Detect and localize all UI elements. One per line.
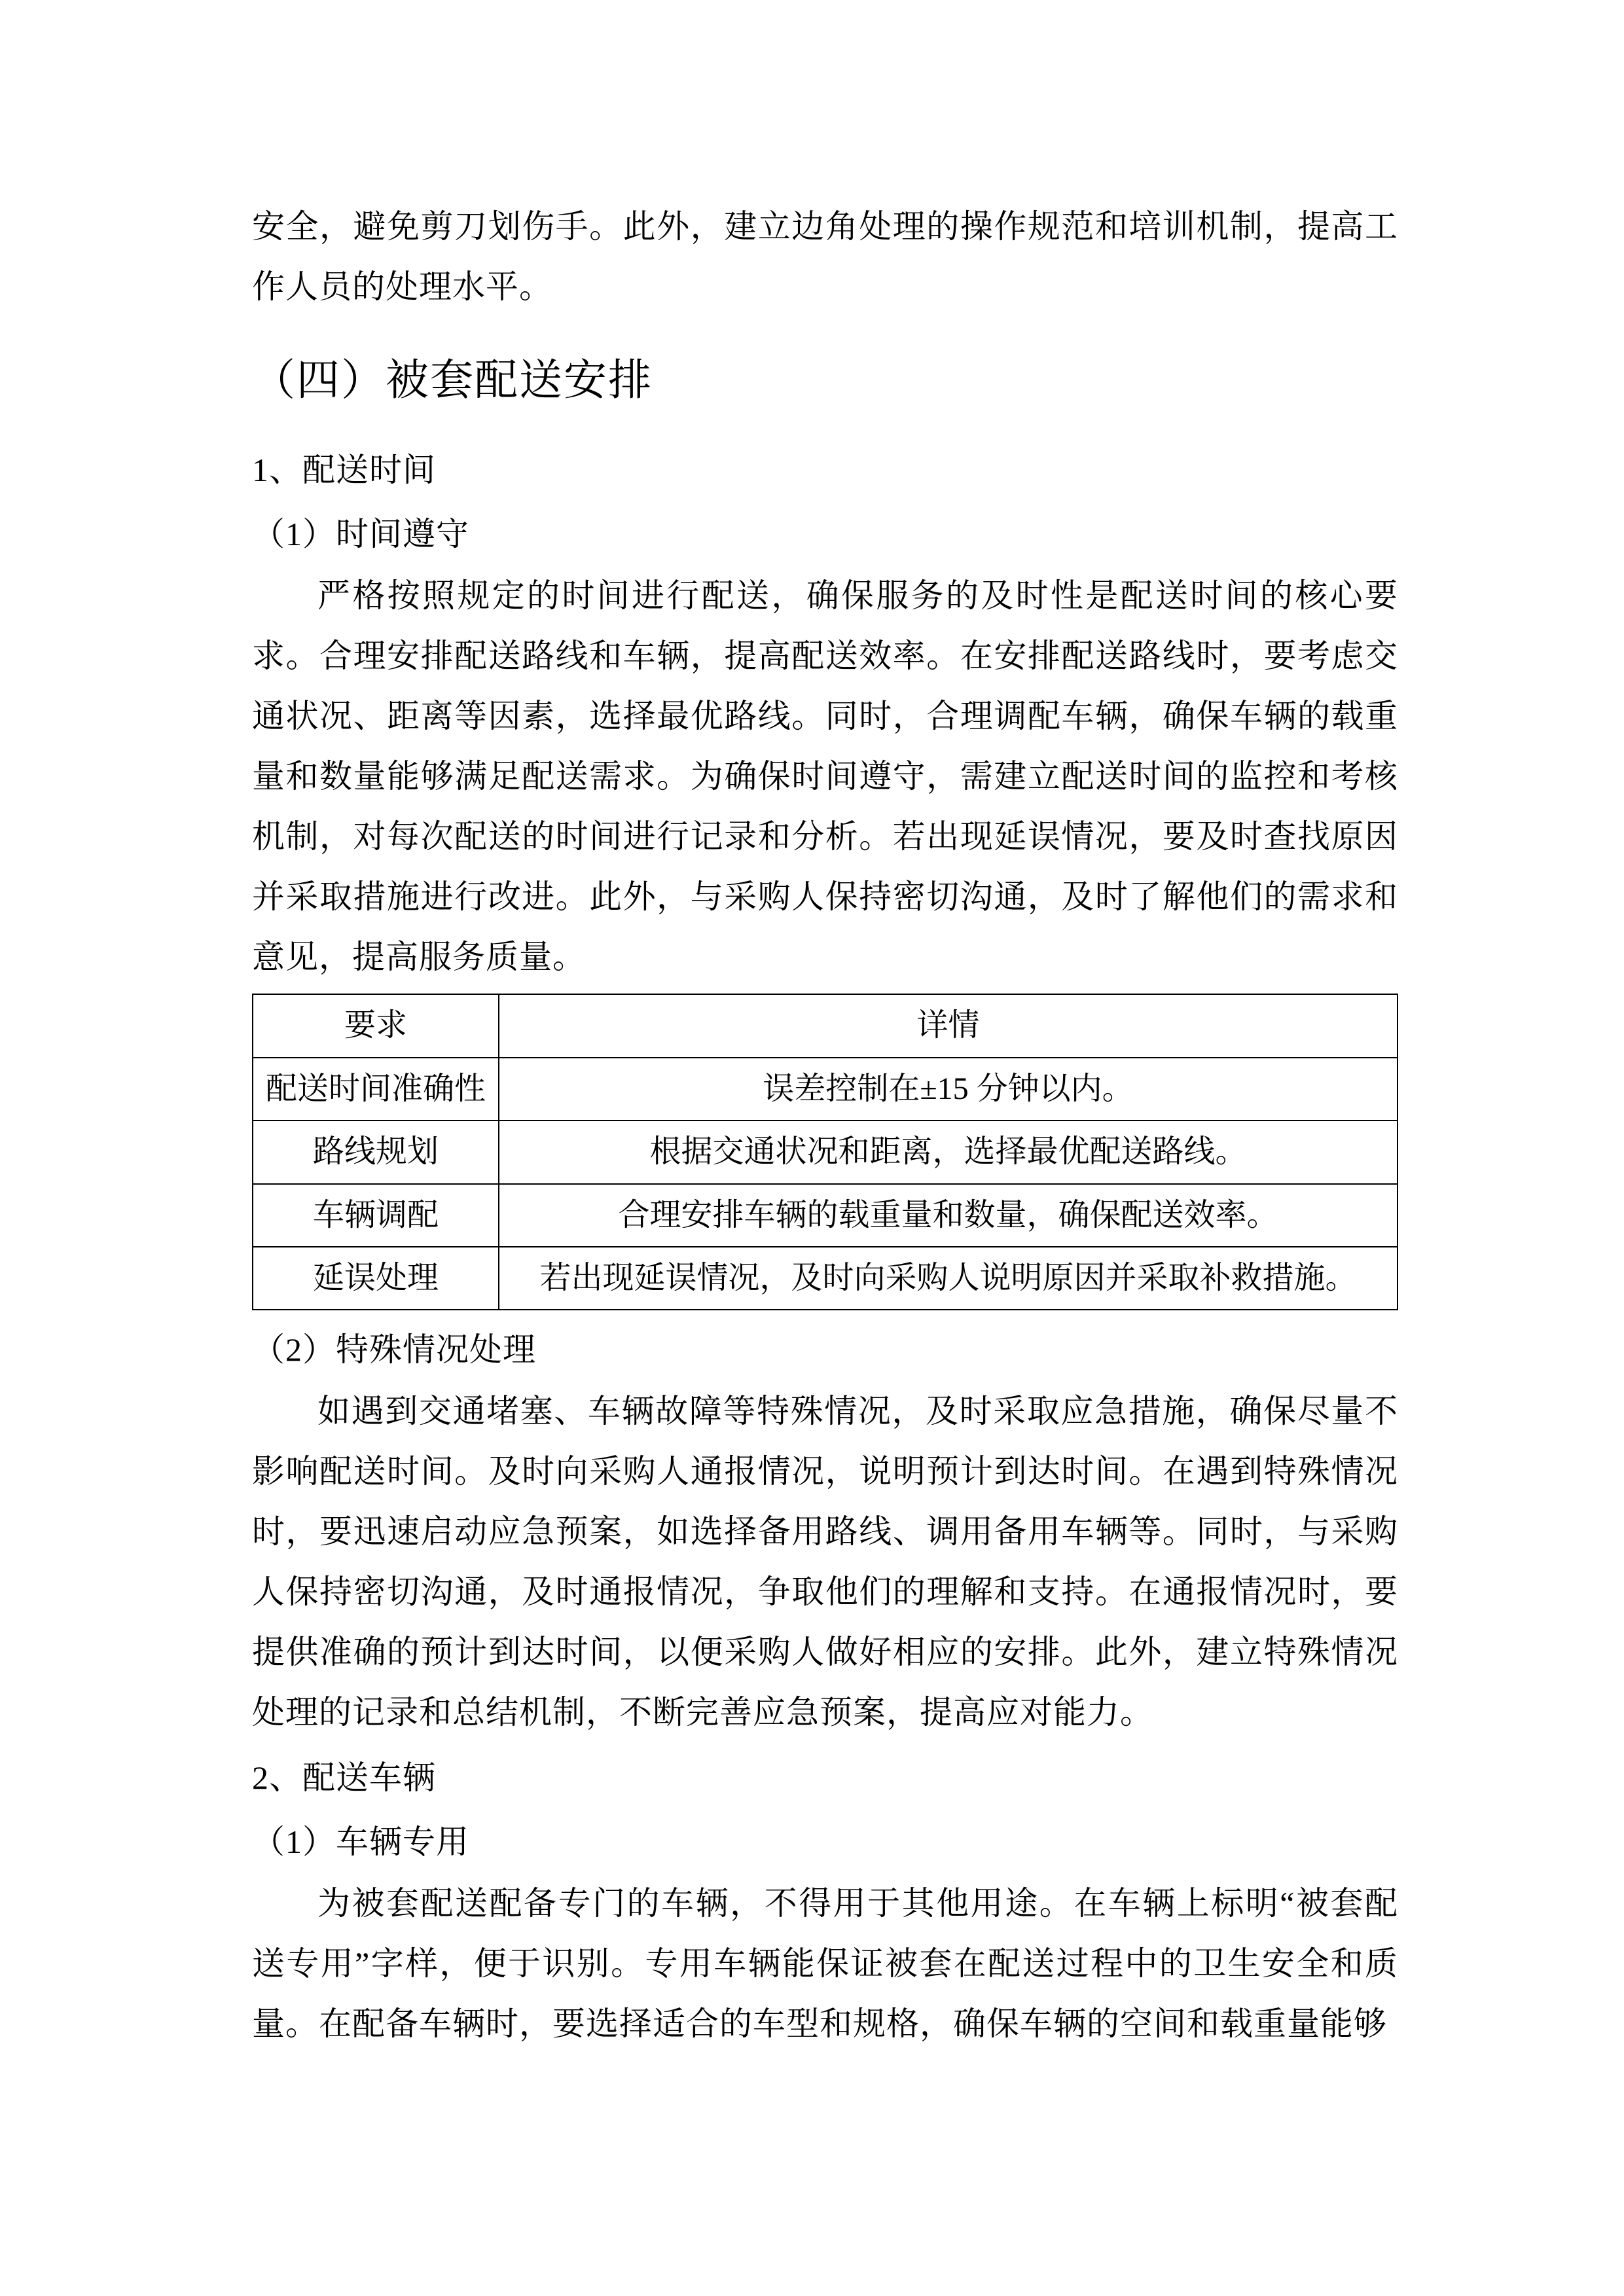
- item-title-dedicated-vehicle: （1）车辆专用: [252, 1823, 469, 1861]
- subsection-title-delivery-vehicles: 2、配送车辆: [252, 1759, 436, 1797]
- table-cell-detail: 若出现延误情况，及时向采购人说明原因并采取补救措施。: [499, 1247, 1398, 1310]
- paragraph-dedicated-vehicle: 为被套配送配备专门的车辆，不得用于其他用途。在车辆上标明“被套配送专用”字样，便于识别。专用车辆能保证被套在配送过程中的卫生安全和质量。在配备车辆时，要选择适合的车型和规格，确保车辆的空间和载重量能够: [252, 1885, 1398, 2043]
- table-cell-requirement: 车辆调配: [253, 1184, 499, 1247]
- table-row: [253, 1121, 1398, 1183]
- item-title-time-compliance: （1）时间遵守: [252, 516, 469, 553]
- table-row: [253, 1247, 1398, 1310]
- requirements-table: [252, 994, 1398, 1310]
- table-cell-requirement: 配送时间准确性: [253, 1058, 499, 1121]
- subsection-title-delivery-time: 1、配送时间: [252, 452, 436, 489]
- table-cell-detail: 误差控制在±15 分钟以内。: [499, 1058, 1398, 1121]
- section-heading-duvet-delivery: （四）被套配送安排: [252, 357, 653, 404]
- table-cell-requirement: 延误处理: [253, 1247, 499, 1310]
- table-row: [253, 1058, 1398, 1121]
- table-header-detail: 详情: [499, 994, 1398, 1057]
- item-title-special-cases: （2）特殊情况处理: [252, 1331, 536, 1369]
- table-cell-requirement: 路线规划: [253, 1121, 499, 1183]
- paragraph-time-compliance: 严格按照规定的时间进行配送，确保服务的及时性是配送时间的核心要求。合理安排配送路线和车辆，提高配送效率。在安排配送路线时，要考虑交通状况、距离等因素，选择最优路线。同时，合理调配车辆，确保车辆的载重量和数量能够满足配送需求。为确保时间遵守，需建立配送时间的监控和考核机制，对每次配送的时间进行记录和分析。若出现延误情况，要及时查找原因并采取措施进行改进。此外，与采购人保持密切沟通，及时了解他们的需求和意见，提高服务质量。: [252, 577, 1398, 976]
- table-row: [253, 1184, 1398, 1247]
- table-header-row: [253, 994, 1398, 1057]
- table-header-requirement: 要求: [253, 994, 499, 1057]
- paragraph-edge-handling-continued: 安全，避免剪刀划伤手。此外，建立边角处理的操作规范和培训机制，提高工作人员的处理水平。: [252, 208, 1398, 305]
- table-cell-detail: 合理安排车辆的载重量和数量，确保配送效率。: [499, 1184, 1398, 1247]
- paragraph-special-cases: 如遇到交通堵塞、车辆故障等特殊情况，及时采取应急措施，确保尽量不影响配送时间。及时向采购人通报情况，说明预计到达时间。在遇到特殊情况时，要迅速启动应急预案，如选择备用路线、调用备用车辆等。同时，与采购人保持密切沟通，及时通报情况，争取他们的理解和支持。在通报情况时，要提供准确的预计到达时间，以便采购人做好相应的安排。此外，建立特殊情况处理的记录和总结机制，不断完善应急预案，提高应对能力。: [252, 1393, 1398, 1731]
- table-cell-detail: 根据交通状况和距离，选择最优配送路线。: [499, 1121, 1398, 1183]
